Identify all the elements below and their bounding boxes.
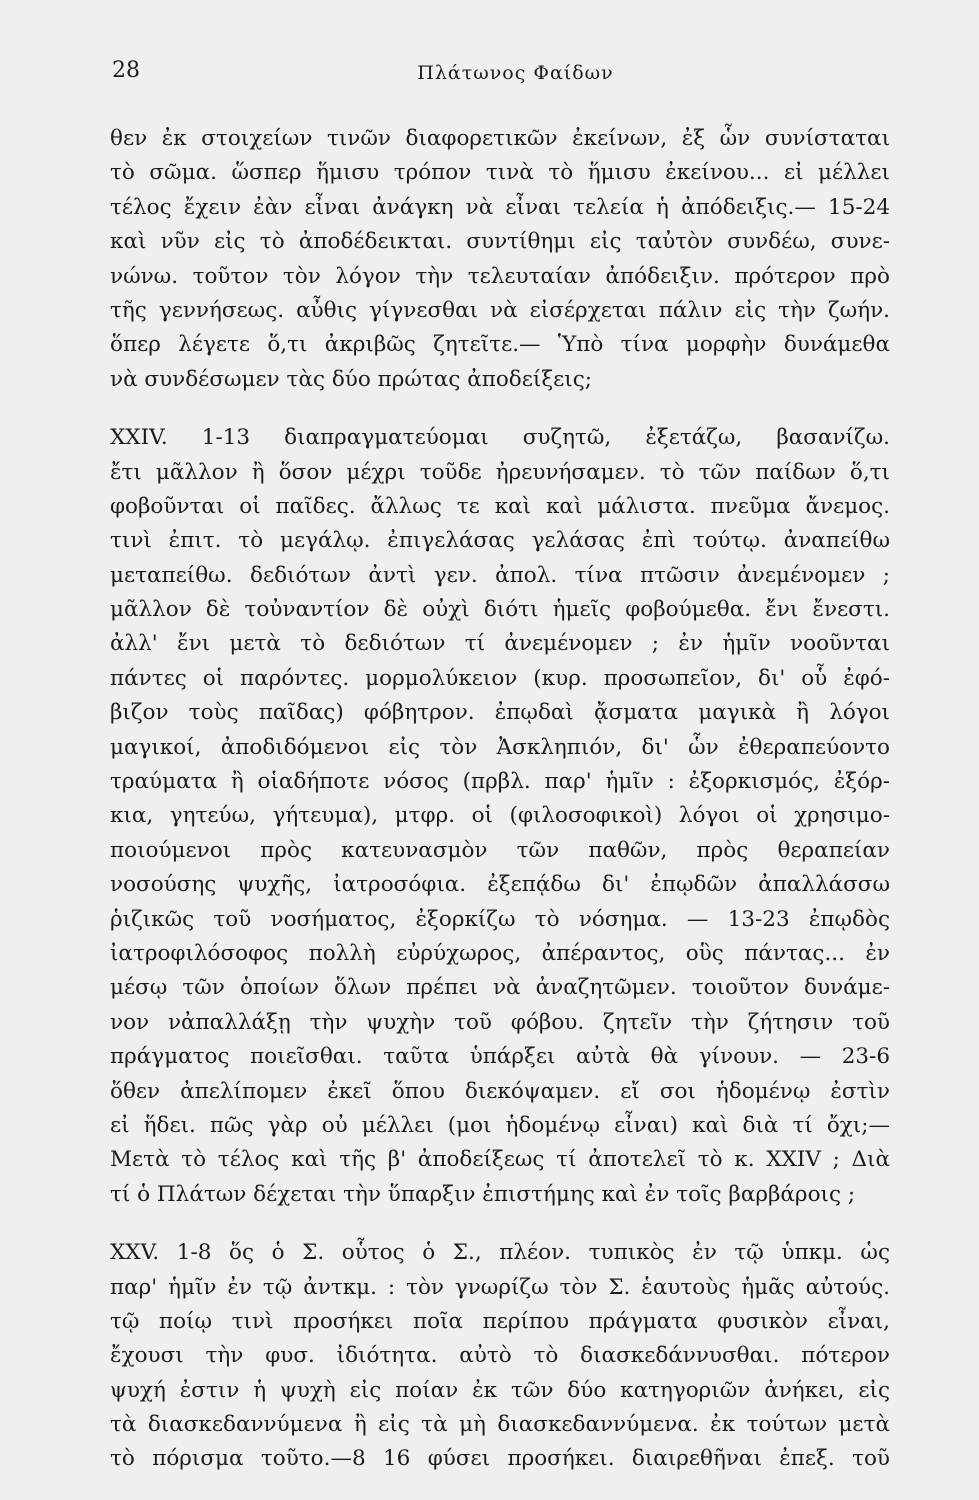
text-line: τὸ πόρισμα τοῦτο.—8 16 φύσει προσήκει. διαιρεθῆναι ἐπεξ. τοῦ [110,1446,890,1472]
text-line: καὶ νῦν εἰς τὸ ἀποδέδεικται. συντίθημι εἰς ταὐτὸν συνδέω, συνε- [110,229,890,255]
text-line: θεν ἐκ στοιχείων τινῶν διαφορετικῶν ἐκείνων, ἐξ ὧν συνίσταται [110,126,890,151]
text-line: τὰ διασκεδαννύμενα ἢ εἰς τὰ μὴ διασκεδαννύμενα. ἐκ τούτων μετὰ [110,1412,890,1438]
text-line: παρ' ἡμῖν ἐν τῷ ἀντκμ. : τὸν γνωρίζω τὸν Σ. ἑαυτοὺς ἡμᾶς αὐτούς. [110,1274,890,1300]
text-line: ἰατροφιλόσοφος πολλὴ εὐρύχωρος, ἀπέραντος, οὓς πάντας... ἐν [110,940,890,966]
text-line: νὰ συνδέσωμεν τὰς δύο πρώτας ἀποδείξεις; [110,366,593,392]
text-line: μέσῳ τῶν ὁποίων ὅλων πρέπει νὰ ἀναζητῶμεν. τοιοῦτον δυνάμε- [110,975,890,1001]
text-line: ψυχή ἐστιν ἡ ψυχὴ εἰς ποίαν ἐκ τῶν δύο κατηγοριῶν ἀνήκει, εἰς [110,1377,890,1403]
text-line: τραύματα ἢ οἱαδήποτε νόσος (πρβλ. παρ' ἡμῖν : ἐξορκισμός, ἐξόρ- [110,769,890,795]
text-line: νοσούσης ψυχῆς, ἰατροσόφια. ἐξεπᾴδω δι' ἐπῳδῶν ἀπαλλάσσω [110,872,890,898]
text-line: Μετὰ τὸ τέλος καὶ τῆς β' ἀποδείξεως τί ἀποτελεῖ τὸ κ. XXIV ; Διὰ [110,1147,890,1173]
text-line: τί ὁ Πλάτων δέχεται τὴν ὕπαρξιν ἐπιστήμης καὶ ἐν τοῖς βαρβάροις ; [110,1181,856,1207]
page-number: 28 [112,58,140,83]
text-line: ἔτι μᾶλλον ἢ ὅσον μέχρι τοῦδε ἠρευνήσαμεν. τὸ τῶν παίδων ὅ,τι [110,459,890,485]
text-line: πράγματος ποιεῖσθαι. ταῦτα ὑπάρξει αὐτὰ θὰ γίνουν. — 23-6 [110,1044,890,1070]
paragraph-notes-23-24 [110,122,890,397]
text-line: τέλος ἔχειν ἐὰν εἶναι ἀνάγκη νὰ εἶναι τελεία ἡ ἀπόδειξις.— 15-24 [110,194,890,220]
text-line: βιζον τοὺς παῖδας) φόβητρον. ἐπῳδαὶ ᾄσματα μαγικὰ ἢ λόγοι [110,700,890,726]
text-line: πάντες οἱ παρόντες. μορμολύκειον (κυρ. προσωπεῖον, δι' οὗ ἐφό- [110,665,890,691]
text-line: τινὶ ἐπιτ. τὸ μεγάλῳ. ἐπιγελάσας γελάσας ἐπὶ τούτῳ. ἀναπείθω [110,528,890,554]
text-line: XXIV. 1-13 διαπραγματεύομαι συζητῶ, ἐξετάζω, βασανίζω. [110,425,890,451]
text-line: τῆς γεννήσεως. αὖθις γίγνεσθαι νὰ εἰσέρχεται πάλιν εἰς τὴν ζωήν. [110,297,890,323]
paragraph-chapter-xxv [110,1236,890,1477]
text-line: εἰ ἥδει. πῶς γὰρ οὐ μέλλει (μοι ἡδομένῳ εἶναι) καὶ διὰ τί ὄχι;— [110,1112,890,1138]
text-line: ῥιζικῶς τοῦ νοσήματος, ἐξορκίζω τὸ νόσημα. — 13-23 ἐπῳδὸς [110,906,890,932]
text-line: ὅθεν ἀπελίπομεν ἐκεῖ ὅπου διεκόψαμεν. εἴ σοι ἡδομένῳ ἐστὶν [110,1078,890,1104]
text-line: μᾶλλον δὲ τοὐναντίον δὲ οὐχὶ διότι ἡμεῖς φοβούμεθα. ἔνι ἔνεστι. [110,597,890,623]
text-line: τῷ ποίῳ τινὶ προσήκει ποῖα περίπου πράγματα φυσικὸν εἶναι, [110,1308,890,1334]
text-line: ἔχουσι τὴν φυσ. ἰδιότητα. αὐτὸ τὸ διασκεδάννυσθαι. πότερον [110,1343,890,1369]
text-line: νώνω. τοῦτον τὸν λόγον τὴν τελευταίαν ἀπόδειξιν. πρότερον πρὸ [110,263,890,289]
body-text [110,122,890,1477]
text-line: XXV. 1-8 ὅς ὁ Σ. οὗτος ὁ Σ., πλέον. τυπικὸς ἐν τῷ ὑπκμ. ὡς [110,1240,890,1266]
text-line: κια, γητεύω, γήτευμα), μτφρ. οἱ (φιλοσοφικοὶ) λόγοι οἱ χρησιμο- [110,803,890,829]
text-line: ὅπερ λέγετε ὅ,τι ἀκριβῶς ζητεῖτε.— Ὑπὸ τίνα μορφὴν δυνάμεθα [110,332,890,358]
text-line: μεταπείθω. δεδιότων ἀντὶ γεν. ἀπολ. τίνα πτῶσιν ἀνεμένομεν ; [110,562,890,588]
text-line: μαγικοί, ἀποδιδόμενοι εἰς τὸν Ἀσκληπιόν, δι' ὧν ἐθεραπεύοντο [110,734,890,760]
running-title: Πλάτωνος Φαίδων [417,62,614,84]
text-line: τὸ σῶμα. ὥσπερ ἥμισυ τρόπον τινὰ τὸ ἥμισυ ἐκείνου... εἰ μέλλει [110,160,890,186]
text-line: φοβοῦνται οἱ παῖδες. ἄλλως τε καὶ καὶ μάλιστα. πνεῦμα ἄνεμος. [110,493,890,519]
page-header [112,58,919,94]
text-line: ποιούμενοι πρὸς κατευνασμὸν τῶν παθῶν, πρὸς θεραπείαν [110,837,890,863]
text-line: ἀλλ' ἔνι μετὰ τὸ δεδιότων τί ἀνεμένομεν ; ἐν ἡμῖν νοοῦνται [110,631,890,657]
paragraph-chapter-xxiv [110,421,890,1212]
text-line: νον νἀπαλλάξῃ τὴν ψυχὴν τοῦ φόβου. ζητεῖν τὴν ζήτησιν τοῦ [110,1009,890,1035]
